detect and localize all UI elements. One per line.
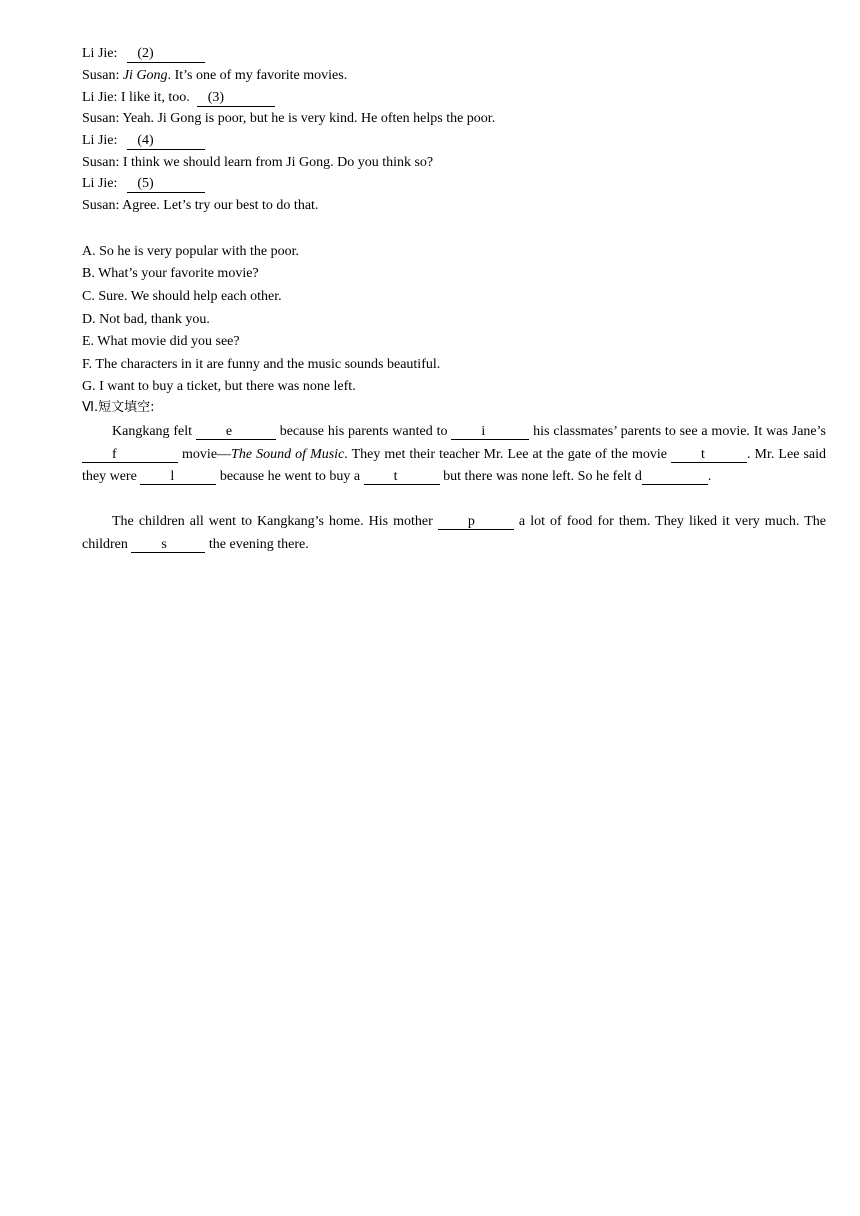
- movie-title: The Sound of Music: [231, 446, 345, 462]
- blank-initial: s: [161, 536, 167, 552]
- movie-title: Ji Gong: [122, 68, 168, 83]
- option-d: D. Not bad, thank you.: [82, 312, 210, 327]
- speaker-label: Susan:: [82, 198, 120, 213]
- dialogue-line-6: [82, 153, 433, 173]
- blank-initial: p: [467, 514, 475, 529]
- passage-text: . Mr. Lee said they were: [82, 446, 826, 484]
- option-b: B. What’s your favorite movie?: [82, 266, 259, 281]
- option-a: A. So he is very popular with the poor.: [82, 244, 299, 259]
- fill-blank[interactable]: [196, 424, 276, 440]
- fill-blank[interactable]: [671, 447, 747, 463]
- fill-blank[interactable]: [642, 469, 708, 485]
- passage-text: a lot of food for them. They liked it very much. The children: [82, 514, 826, 552]
- dialogue-line-2: [82, 66, 347, 86]
- dialogue-line-7: [82, 174, 205, 194]
- speaker-label: Susan:: [82, 155, 120, 170]
- passage-text: movie—: [178, 446, 232, 462]
- passage-paragraph-2: [82, 511, 826, 556]
- dialogue-text: I think we should learn from Ji Gong. Do you think so?: [122, 155, 434, 170]
- dialogue-text: Agree. Let’s try our best to do that.: [122, 198, 319, 213]
- option-e: E. What movie did you see?: [82, 334, 240, 349]
- answer-blank[interactable]: [127, 176, 205, 193]
- passage-text: .: [707, 469, 712, 484]
- blank-number: (3): [207, 90, 225, 105]
- answer-blank[interactable]: [197, 90, 275, 107]
- blank-initial: l: [170, 469, 175, 484]
- blank-number: (5): [137, 176, 154, 191]
- blank-initial: i: [481, 424, 486, 439]
- speaker-label: Susan:: [82, 68, 120, 83]
- passage-text: The children all went to Kangkang’s home. His mother: [112, 514, 438, 529]
- passage-text: his classmates’ parents to see a movie. It was Jane’s: [529, 424, 826, 439]
- speaker-label: Li Jie:: [82, 176, 118, 191]
- blank-initial: f: [112, 446, 117, 462]
- fill-blank[interactable]: [451, 424, 529, 440]
- dialogue-line-8: [82, 196, 318, 216]
- dialogue-line-3: [82, 88, 275, 108]
- passage-text: Kangkang felt: [112, 424, 196, 439]
- answer-blank[interactable]: [127, 46, 205, 63]
- dialogue-line-1: [82, 44, 205, 64]
- fill-blank[interactable]: [131, 537, 205, 553]
- fill-blank[interactable]: [140, 469, 216, 485]
- dialogue-line-5: [82, 131, 205, 151]
- dialogue-text: . It’s one of my favorite movies.: [167, 68, 348, 83]
- speaker-label: Susan:: [82, 111, 120, 126]
- passage-text: because he went to buy a: [216, 469, 364, 484]
- blank-initial: t: [393, 469, 398, 484]
- fill-blank[interactable]: [82, 447, 178, 463]
- speaker-label: Li Jie:: [82, 90, 118, 105]
- blank-initial: t: [701, 446, 705, 462]
- answer-blank[interactable]: [127, 133, 205, 150]
- section-title: Ⅵ.短文填空:: [82, 400, 155, 415]
- blank-number: (4): [137, 133, 154, 148]
- dialogue-text: Yeah. Ji Gong is poor, but he is very kind. He often helps the poor.: [122, 111, 496, 126]
- option-f: F. The characters in it are funny and the music sounds beautiful.: [82, 357, 441, 372]
- passage-text: but there was none left. So he felt d: [439, 469, 642, 484]
- option-c: C. Sure. We should help each other.: [82, 289, 282, 304]
- passage-text: because his parents wanted to: [275, 424, 452, 439]
- dialogue-text: I like it, too.: [120, 90, 190, 105]
- passage-text: . They met their teacher Mr. Lee at the gate of the movie: [344, 446, 671, 462]
- passage-text: the evening there.: [205, 536, 309, 552]
- dialogue-line-4: [82, 109, 495, 129]
- option-g: G. I want to buy a ticket, but there was none left.: [82, 379, 356, 394]
- fill-blank[interactable]: [364, 469, 440, 485]
- blank-initial: e: [225, 424, 233, 439]
- blank-number: (2): [137, 46, 154, 61]
- speaker-label: Li Jie:: [82, 46, 118, 61]
- speaker-label: Li Jie:: [82, 133, 118, 148]
- fill-blank[interactable]: [438, 514, 514, 530]
- passage-paragraph-1: [82, 421, 826, 489]
